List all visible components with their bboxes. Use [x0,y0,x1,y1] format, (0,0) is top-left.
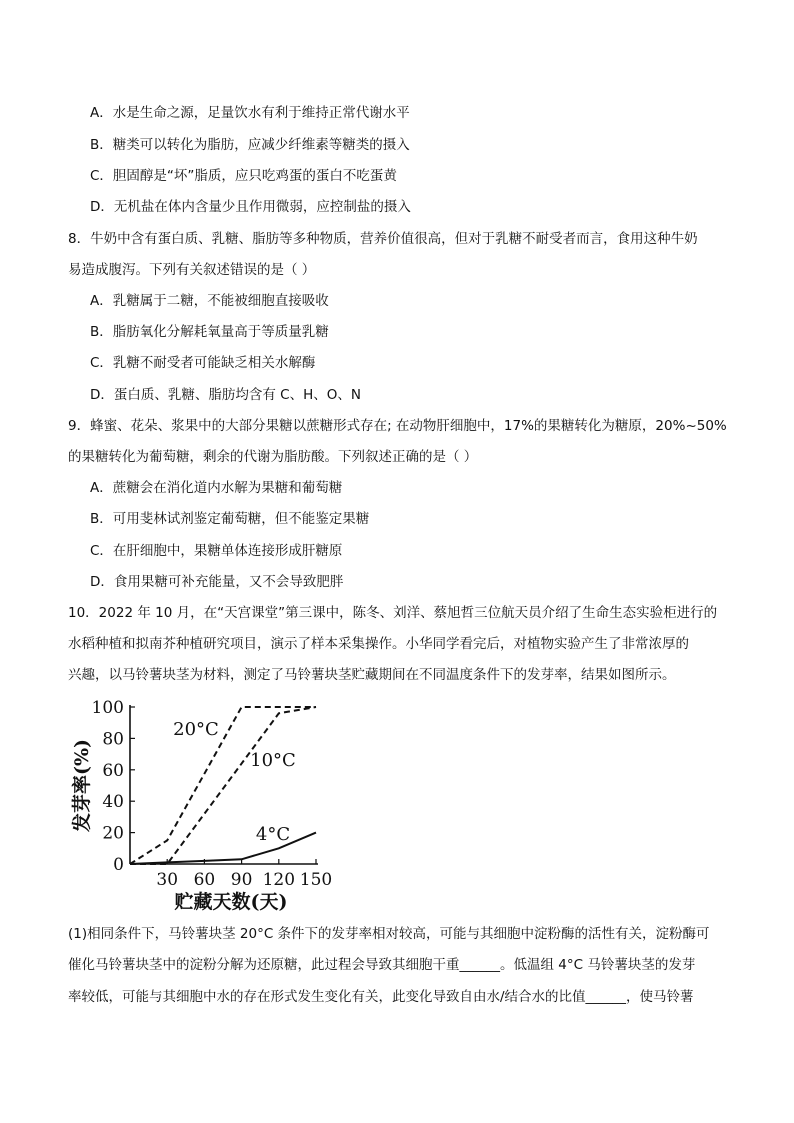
q9-stem-line1: 9．蜂蜜、花朵、浆果中的大部分果糖以蔗糖形式存在; 在动物肝细胞中，17%的果糖转化为糖原，20%~50% [68,418,727,434]
q10-sub1-line2: 催化马铃薯块茎中的淀粉分解为还原糖，此过程会导致其细胞干重______。低温组 4°C 马铃薯块茎的发芽 [68,957,696,973]
x-axis-label: 贮藏天数(天) [174,891,288,912]
x-tick-label: 150 [299,870,333,890]
y-tick-label: 100 [91,698,124,718]
x-tick-label: 60 [193,870,216,890]
y-axis-label: 发芽率(%) [71,738,93,833]
series-label: 4°C [255,824,291,845]
y-tick-label: 60 [102,760,124,781]
y-tick-label: 0 [113,855,124,875]
q10-stem-line3: 兴趣，以马铃薯块茎为材料，测定了马铃薯块茎贮藏期间在不同温度条件下的发芽率，结果如图所示。 [68,667,676,683]
q7-option-a: A．水是生命之源，足量饮水有利于维持正常代谢水平 [90,105,410,121]
q9-option-d: D．食用果糖可补充能量，又不会导致肥胖 [90,574,344,590]
x-tick-label: 90 [230,870,253,890]
x-tick-label: 30 [156,870,179,890]
germination-rate-chart [60,690,340,912]
y-tick-label: 20 [102,823,124,844]
series-label: 10°C [250,750,296,771]
q8-option-a: A．乳糖属于二糖，不能被细胞直接吸收 [90,293,329,309]
y-tick-label: 40 [102,792,124,813]
q9-option-c: C．在肝细胞中，果糖单体连接形成肝糖原 [90,543,343,559]
q9-option-b: B．可用斐林试剂鉴定葡萄糖，但不能鉴定果糖 [90,511,370,527]
series-label: 20°C [173,719,219,740]
q10-stem-line2: 水稻种植和拟南芥种植研究项目，演示了样本采集操作。小华同学看完后，对植物实验产生了非常浓厚的 [68,636,689,652]
q10-stem-line1: 10．2022 年 10 月，在“天宫课堂”第三课中，陈冬、刘洋、蔡旭哲三位航天员介绍了生命生态实验柜进行的 [68,605,718,621]
q9-option-a: A．蔗糖会在消化道内水解为果糖和葡萄糖 [90,480,343,496]
q8-option-c: C．乳糖不耐受者可能缺乏相关水解酶 [90,355,316,371]
q8-option-b: B．脂肪氧化分解耗氧量高于等质量乳糖 [90,324,329,340]
q7-option-d: D．无机盐在体内含量少且作用微弱，应控制盐的摄入 [90,199,411,215]
q10-sub1-line1: (1)相同条件下，马铃薯块茎 20°C 条件下的发芽率相对较高，可能与其细胞中淀粉酶的活性有关，淀粉酶可 [68,926,710,942]
q8-option-d: D．蛋白质、乳糖、脂肪均含有 C、H、O、N [90,387,361,403]
q10-sub1-line3: 率较低，可能与其细胞中水的存在形式发生变化有关，此变化导致自由水/结合水的比值______，使马铃薯 [68,989,694,1005]
x-tick-label: 120 [262,870,296,890]
q7-option-c: C．胆固醇是“坏”脂质，应只吃鸡蛋的蛋白不吃蛋黄 [90,168,397,184]
q9-stem-line2: 的果糖转化为葡萄糖，剩余的代谢为脂肪酸。下列叙述正确的是（ ） [68,449,478,465]
y-tick-label: 80 [102,729,124,750]
q8-stem-line1: 8．牛奶中含有蛋白质、乳糖、脂肪等多种物质，营养价值很高，但对于乳糖不耐受者而言，食用这种牛奶 [68,231,698,247]
q8-stem-line2: 易造成腹泻。下列有关叙述错误的是（ ） [68,262,316,278]
q7-option-b: B．糖类可以转化为脂肪，应减少纤维素等糖类的摄入 [90,137,410,153]
